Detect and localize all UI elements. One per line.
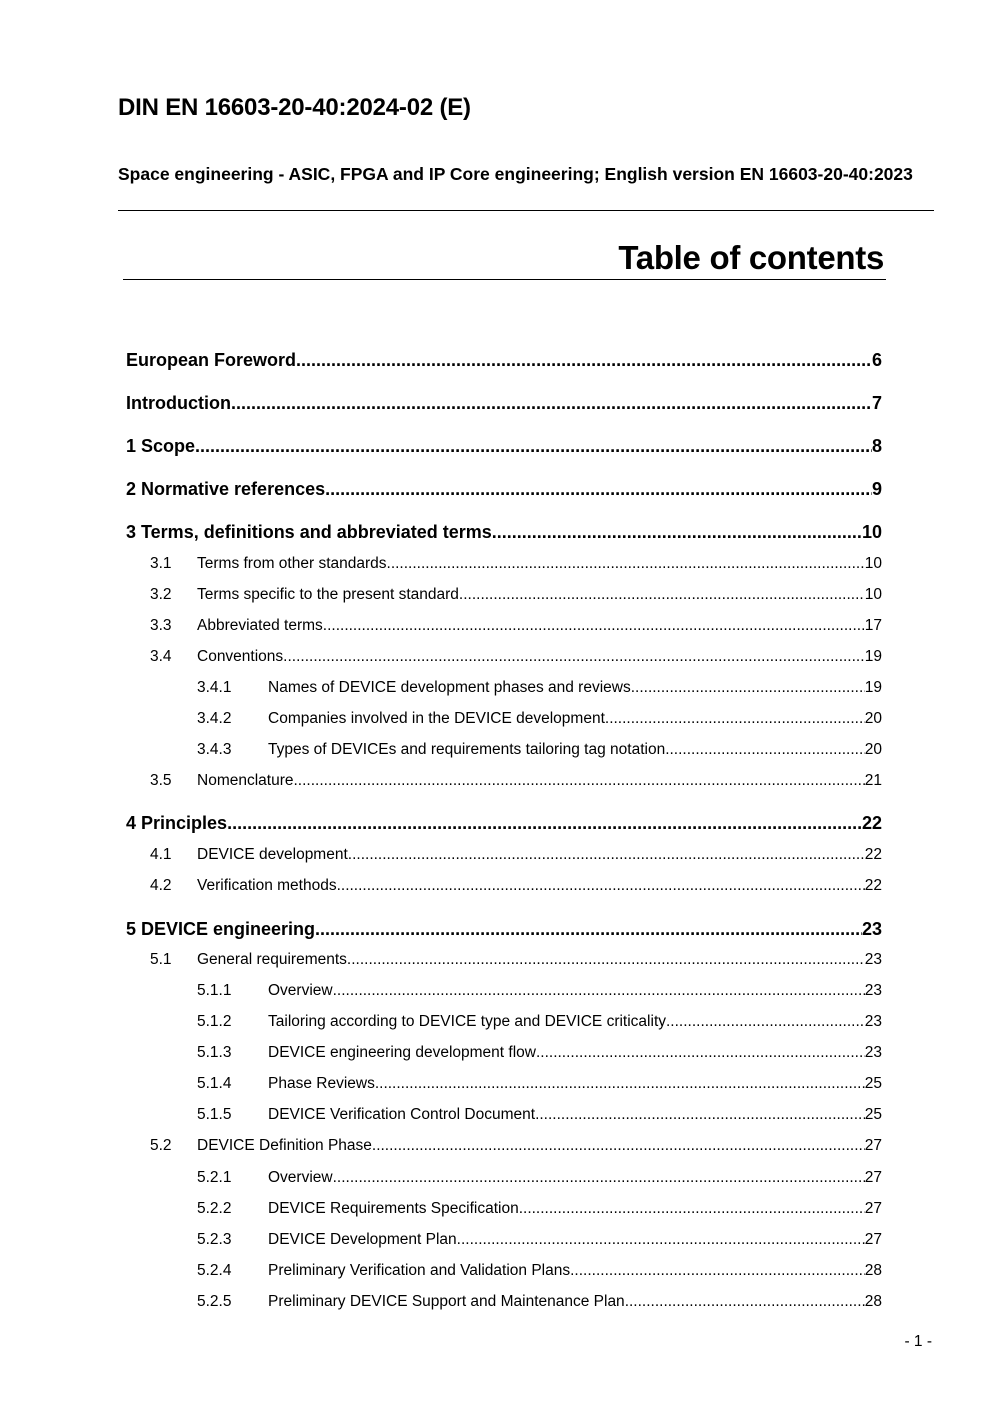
toc-entry[interactable] bbox=[126, 648, 882, 666]
toc-entry-number: 5.2.3 bbox=[197, 1231, 232, 1248]
toc-entry-page: 20 bbox=[864, 741, 882, 758]
toc-entry-title: Tailoring according to DEVICE type and DEVICE criticality bbox=[268, 1013, 666, 1030]
toc-entry-number: 5.2.2 bbox=[197, 1200, 232, 1217]
toc-entry[interactable] bbox=[126, 813, 882, 834]
toc-dot-leader bbox=[227, 813, 862, 834]
toc-entry[interactable] bbox=[126, 522, 882, 543]
toc-dot-leader bbox=[519, 1200, 865, 1218]
toc-entry[interactable] bbox=[126, 951, 882, 969]
toc-entry-title: Abbreviated terms bbox=[197, 617, 323, 634]
toc-dot-leader bbox=[325, 479, 872, 500]
toc-entry-page: 27 bbox=[864, 1137, 882, 1154]
toc-entry-number: 3.4.2 bbox=[197, 710, 232, 727]
toc-entry[interactable] bbox=[126, 741, 882, 759]
toc-entry[interactable] bbox=[126, 436, 882, 457]
toc-entry-number: 5.1 bbox=[150, 951, 172, 968]
toc-entry-title: Introduction bbox=[126, 393, 231, 413]
toc-entry-page: 19 bbox=[864, 648, 882, 665]
toc-dot-leader bbox=[625, 1293, 865, 1311]
toc-entry[interactable] bbox=[126, 1013, 882, 1031]
toc-entry-page: 22 bbox=[861, 813, 882, 833]
toc-entry-page: 19 bbox=[864, 679, 882, 696]
toc-entry-page: 17 bbox=[864, 617, 882, 634]
toc-dot-leader bbox=[605, 710, 865, 728]
toc-entry-page: 8 bbox=[871, 436, 882, 456]
toc-entry-title: Nomenclature bbox=[197, 772, 294, 789]
toc-dot-leader bbox=[570, 1262, 865, 1280]
toc-entry-page: 27 bbox=[864, 1169, 882, 1186]
toc-entry[interactable] bbox=[126, 679, 882, 697]
toc-entry[interactable] bbox=[126, 710, 882, 728]
toc-entry[interactable] bbox=[126, 1231, 882, 1249]
toc-dot-leader bbox=[294, 772, 865, 790]
toc-entry-page: 23 bbox=[861, 919, 882, 939]
toc-entry-title: Overview bbox=[268, 1169, 333, 1186]
toc-entry-number: 3.1 bbox=[150, 555, 172, 572]
toc-entry[interactable] bbox=[126, 1200, 882, 1218]
toc-entry-number: 5.2.1 bbox=[197, 1169, 232, 1186]
toc-dot-leader bbox=[333, 1169, 865, 1187]
toc-dot-leader bbox=[665, 741, 865, 759]
toc-entry-page: 10 bbox=[864, 586, 882, 603]
toc-entry-page: 10 bbox=[864, 555, 882, 572]
toc-entry[interactable] bbox=[126, 1293, 882, 1311]
toc-entry-number: 5.2.4 bbox=[197, 1262, 232, 1279]
toc-entry-number: 5.2.5 bbox=[197, 1293, 232, 1310]
toc-dot-leader bbox=[347, 951, 865, 969]
toc-entry-title: European Foreword bbox=[126, 350, 297, 370]
toc-entry-title: 4 Principles bbox=[126, 813, 228, 833]
toc-entry-page: 25 bbox=[864, 1075, 882, 1092]
toc-entry[interactable] bbox=[126, 555, 882, 573]
toc-dot-leader bbox=[375, 1075, 865, 1093]
toc-entry-title: DEVICE Definition Phase bbox=[197, 1137, 372, 1154]
toc-entry[interactable] bbox=[126, 617, 882, 635]
toc-entry[interactable] bbox=[126, 1262, 882, 1280]
toc-entry-title: Names of DEVICE development phases and reviews bbox=[268, 679, 631, 696]
document-id: DIN EN 16603-20-40:2024-02 (E) bbox=[118, 94, 471, 121]
toc-dot-leader bbox=[666, 1013, 865, 1031]
toc-entry-title: DEVICE development bbox=[197, 846, 348, 863]
toc-entry[interactable] bbox=[126, 350, 882, 371]
toc-entry[interactable] bbox=[126, 1169, 882, 1187]
toc-entry-number: 5.1.2 bbox=[197, 1013, 232, 1030]
toc-entry-page: 28 bbox=[864, 1262, 882, 1279]
toc-entry-title: Conventions bbox=[197, 648, 284, 665]
toc-entry-title: DEVICE Development Plan bbox=[268, 1231, 457, 1248]
toc-entry[interactable] bbox=[126, 772, 882, 790]
toc-dot-leader bbox=[323, 617, 865, 635]
toc-entry-number: 5.1.3 bbox=[197, 1044, 232, 1061]
toc-entry-title: Terms specific to the present standard bbox=[197, 586, 459, 603]
toc-heading: Table of contents bbox=[618, 239, 884, 276]
toc-entry[interactable] bbox=[126, 1106, 882, 1124]
toc-entry-title: Types of DEVICEs and requirements tailoring tag notation bbox=[268, 741, 666, 758]
toc-dot-leader bbox=[296, 350, 872, 371]
toc-dot-leader bbox=[387, 555, 865, 573]
toc-entry-page: 23 bbox=[864, 982, 882, 999]
toc-entry-page: 21 bbox=[864, 772, 882, 789]
toc-entry-number: 3.5 bbox=[150, 772, 172, 789]
toc-entry-number: 5.2 bbox=[150, 1137, 172, 1154]
toc-dot-leader bbox=[315, 919, 862, 940]
toc-entry-title: Terms from other standards bbox=[197, 555, 387, 572]
toc-dot-leader bbox=[492, 522, 862, 543]
toc-entry-title: Phase Reviews bbox=[268, 1075, 375, 1092]
toc-entry-number: 3.4.1 bbox=[197, 679, 232, 696]
toc-entry-title: 2 Normative references bbox=[126, 479, 326, 499]
toc-entry-page: 22 bbox=[864, 877, 882, 894]
toc-entry[interactable] bbox=[126, 1137, 882, 1155]
toc-entry-title: Verification methods bbox=[197, 877, 337, 894]
toc-entry-number: 5.1.4 bbox=[197, 1075, 232, 1092]
toc-entry-title: 3 Terms, definitions and abbreviated terms bbox=[126, 522, 492, 542]
page-number: - 1 - bbox=[904, 1333, 932, 1350]
toc-entry-number: 5.1.5 bbox=[197, 1106, 232, 1123]
toc-dot-leader bbox=[372, 1137, 865, 1155]
toc-entry-number: 4.2 bbox=[150, 877, 172, 894]
toc-entry[interactable] bbox=[126, 877, 882, 895]
toc-entry-page: 27 bbox=[864, 1231, 882, 1248]
toc-dot-leader bbox=[231, 393, 872, 414]
toc-dot-leader bbox=[348, 846, 865, 864]
toc-entry[interactable] bbox=[126, 393, 882, 414]
toc-dot-leader bbox=[283, 648, 865, 666]
toc-entry-page: 28 bbox=[864, 1293, 882, 1310]
toc-dot-leader bbox=[333, 982, 865, 1000]
toc-entry[interactable] bbox=[126, 846, 882, 864]
toc-entry-page: 10 bbox=[861, 522, 882, 542]
toc-heading-rule bbox=[123, 279, 886, 280]
toc-entry-page: 23 bbox=[864, 951, 882, 968]
toc-entry-page: 27 bbox=[864, 1200, 882, 1217]
toc-entry-page: 25 bbox=[864, 1106, 882, 1123]
toc-entry-number: 5.1.1 bbox=[197, 982, 232, 999]
toc-dot-leader bbox=[457, 1231, 865, 1249]
toc-entry[interactable] bbox=[126, 1044, 882, 1062]
document-subtitle: Space engineering - ASIC, FPGA and IP Core engineering; English version EN 16603-20-40:2023 bbox=[118, 164, 913, 184]
toc-entry-title: Preliminary Verification and Validation Plans bbox=[268, 1262, 571, 1279]
toc-entry-page: 20 bbox=[864, 710, 882, 727]
toc-entry-title: 5 DEVICE engineering bbox=[126, 919, 316, 939]
toc-entry-number: 3.4.3 bbox=[197, 741, 232, 758]
toc-entry-page: 22 bbox=[864, 846, 882, 863]
toc-entry-page: 9 bbox=[871, 479, 882, 499]
header-rule bbox=[118, 210, 934, 211]
toc-entry[interactable] bbox=[126, 919, 882, 940]
toc-entry-page: 6 bbox=[871, 350, 882, 370]
toc-entry-number: 3.2 bbox=[150, 586, 172, 603]
toc-entry[interactable] bbox=[126, 586, 882, 604]
toc-dot-leader bbox=[195, 436, 872, 457]
toc-entry-title: 1 Scope bbox=[126, 436, 196, 456]
toc-dot-leader bbox=[631, 679, 865, 697]
toc-entry-title: General requirements bbox=[197, 951, 347, 968]
toc-dot-leader bbox=[459, 586, 865, 604]
toc-entry-title: Overview bbox=[268, 982, 333, 999]
toc-entry-number: 3.4 bbox=[150, 648, 172, 665]
toc-entry-page: 7 bbox=[871, 393, 882, 413]
toc-entry-title: Companies involved in the DEVICE development bbox=[268, 710, 605, 727]
toc-entry[interactable] bbox=[126, 982, 882, 1000]
toc-dot-leader bbox=[337, 877, 865, 895]
toc-entry-page: 23 bbox=[864, 1013, 882, 1030]
toc-entry[interactable] bbox=[126, 479, 882, 500]
toc-entry[interactable] bbox=[126, 1075, 882, 1093]
toc-entry-title: Preliminary DEVICE Support and Maintenance Plan bbox=[268, 1293, 625, 1310]
toc-entry-number: 3.3 bbox=[150, 617, 172, 634]
toc-entry-page: 23 bbox=[864, 1044, 882, 1061]
toc-dot-leader bbox=[535, 1106, 865, 1124]
toc-dot-leader bbox=[536, 1044, 865, 1062]
toc-entry-title: DEVICE Verification Control Document bbox=[268, 1106, 536, 1123]
toc-entry-title: DEVICE Requirements Specification bbox=[268, 1200, 519, 1217]
toc-entry-title: DEVICE engineering development flow bbox=[268, 1044, 536, 1061]
toc-entry-number: 4.1 bbox=[150, 846, 172, 863]
